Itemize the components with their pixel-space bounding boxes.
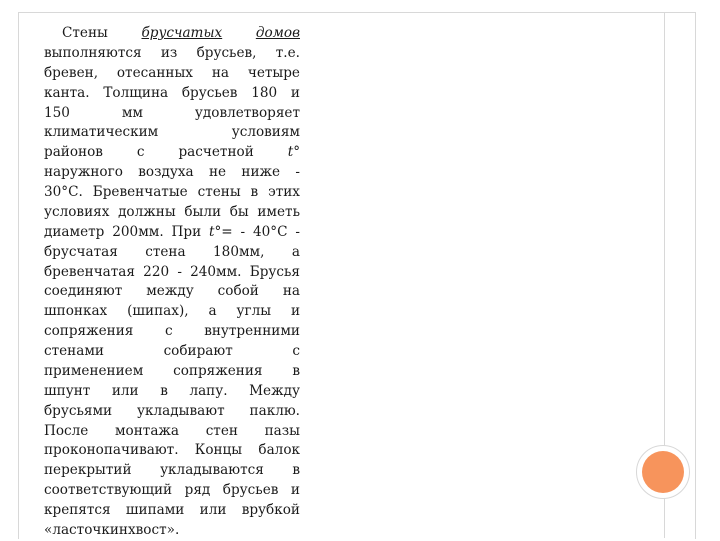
- text-line: проконопачивают. Концы балок: [44, 442, 300, 459]
- text-line: бревен, отесанных на четыре: [44, 64, 300, 81]
- text-line: соединяют между собой на: [44, 283, 300, 300]
- text-line: шпунт или в лапу. Между: [44, 382, 300, 399]
- text-line: районов с расчетной t°: [44, 144, 300, 161]
- text-line: 150 мм удовлетворяет: [44, 104, 300, 121]
- text-line: применением сопряжения в: [44, 362, 300, 379]
- text-line: брусчатая стена 180мм, а: [44, 243, 300, 260]
- text-line: 30°С. Бревенчатые стены в этих: [44, 184, 300, 200]
- text-line: выполняются из брусьев, т.е.: [44, 44, 300, 61]
- text-line: соответствующий ряд брусьев и: [44, 482, 300, 499]
- text-line: стенами собирают с: [44, 343, 300, 359]
- text-line: После монтажа стен пазы: [44, 422, 300, 439]
- text-line: брусьями укладывают паклю.: [44, 402, 300, 419]
- text-line: Стены брусчатых домов: [62, 25, 300, 41]
- decorative-circle-icon: [642, 451, 684, 493]
- text-line: крепятся шипами или врубкой: [44, 502, 300, 518]
- text-line: канта. Толщина брусьев 180 и: [44, 84, 300, 101]
- text-line: шпонках (шипах), а углы и: [44, 303, 300, 320]
- text-line: «ласточкин хвост».: [44, 521, 180, 538]
- text-line: наружного воздуха не ниже -: [44, 164, 300, 181]
- text-line: сопряжения с внутренними: [44, 323, 300, 340]
- text-line: диаметр 200мм. При t°= - 40°С -: [44, 223, 300, 240]
- text-line: климатическим условиям: [44, 124, 300, 141]
- body-text: [44, 24, 300, 541]
- text-line: перекрытий укладываются в: [44, 462, 300, 479]
- text-line: бревенчатая 220 - 240мм. Брусья: [44, 263, 300, 280]
- text-line: условиях должны были бы иметь: [44, 203, 300, 220]
